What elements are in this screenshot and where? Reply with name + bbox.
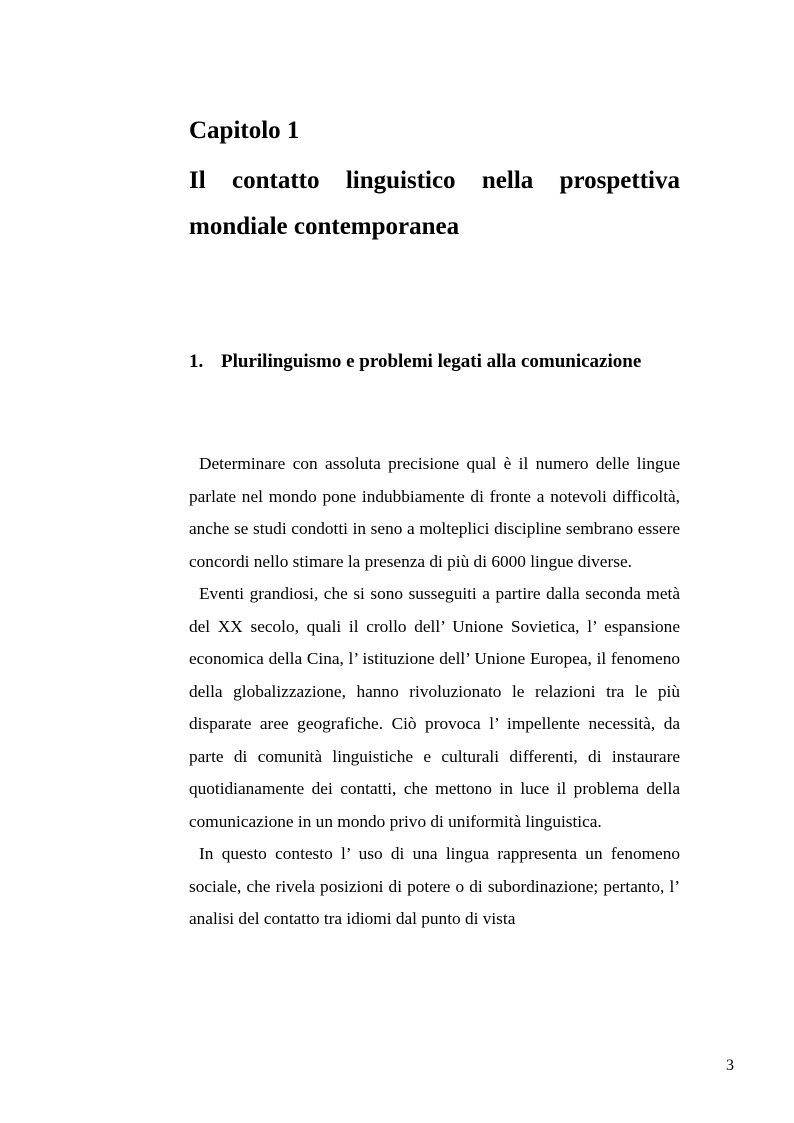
page-number: 3 xyxy=(726,1057,734,1074)
paragraph-1: Determinare con assoluta precisione qual è il numero delle lingue parlate nel mondo pone indubbiamente di fronte a notevoli difficoltà, anche se studi condotti in seno a molteplici discipline sembrano essere concordi nello stimare la presenza di più di 6000 lingue diverse. xyxy=(189,454,680,571)
section-title: Plurilinguismo e problemi legati alla comunicazione xyxy=(221,351,642,372)
body-text xyxy=(189,448,680,936)
chapter-label: Capitolo 1 xyxy=(189,117,300,144)
chapter-title: Il contatto linguistico nella prospettiva mondiale contemporanea xyxy=(189,167,680,240)
section-heading xyxy=(189,344,680,379)
paragraph-2: Eventi grandiosi, che si sono susseguiti a partire dalla seconda metà del XX secolo, quali il crollo dell’ Unione Sovietica, l’ espansione economica della Cina, l’ istituzione dell’ Unione Europea, il fenomeno della globalizzazione, hanno rivoluzionato le relazioni tra le più disparate aree geografiche. Ciò provoca l’ impellente necessità, da parte di comunità linguistiche e culturali differenti, di instaurare quotidianamente dei contatti, che mettono in luce il problema della comunicazione in un mondo privo di uniformità linguistica. xyxy=(189,584,680,831)
section-number: 1. xyxy=(189,351,204,372)
paragraph-3: In questo contesto l’ uso di una lingua rappresenta un fenomeno sociale, che rivela posizioni di potere o di subordinazione; pertanto, l’ analisi del contatto tra idiomi dal punto di vista xyxy=(189,844,680,928)
